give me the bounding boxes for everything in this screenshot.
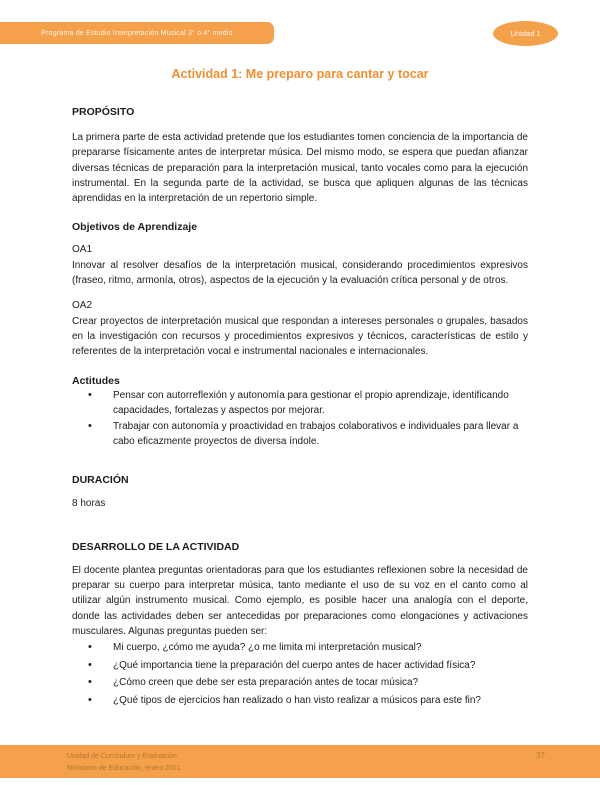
desarrollo-bullet-item: • Mi cuerpo, ¿cómo me ayuda? ¿o me limita mi interpretación musical?	[72, 639, 528, 657]
footer-line2: Ministerio de Educación, enero 2021	[67, 765, 181, 772]
oa2-text: Crear proyectos de interpretación musical que respondan a intereses personales o grupales, basados en la investigación con recursos y procedimientos expresivos y técnicos, características de estilo y referentes de la interpretación vocal e instrumental nacionales e internacionales.	[72, 315, 528, 358]
oa1-code: OA1	[72, 244, 93, 256]
desarrollo-bullet-item: • ¿Cómo creen que debe ser esta preparación antes de tocar música?	[72, 674, 528, 692]
footer-bar	[0, 745, 600, 778]
unit-badge-label: Unidad 1	[510, 29, 541, 38]
activity-title: Actividad 1: Me preparo para cantar y tocar	[171, 67, 429, 81]
actitudes-bullet-item: • Trabajar con autonomía y proactividad en trabajos colaborativos e individuales para llevar a cabo eficazmente proyectos de diversa índole.	[72, 419, 528, 450]
content-column	[72, 0, 528, 709]
program-title-label: Programa de Estudio Interpretación Musical 3° o 4° medio	[41, 29, 233, 37]
oa1-text: Innovar al resolver desafíos de la interpretación musical, considerando procedimientos expresivos (fraseo, ritmo, armonía, otros), aspectos de la ejecución y la evaluación crítica personal y de otros.	[72, 259, 528, 287]
page-number: 37	[536, 751, 545, 760]
desarrollo-bullet-list	[72, 639, 528, 709]
duracion-heading: DURACIÓN	[72, 473, 129, 486]
proposito-heading: PROPÓSITO	[72, 106, 135, 118]
footer-line1: Unidad de Currículum y Evaluación	[67, 753, 177, 760]
desarrollo-body: El docente plantea preguntas orientadoras para que los estudiantes reflexionen sobre la necesidad de preparar su cuerpo para interpretar música, tanto mediante el uso de su voz en el canto como al utilizar algún instrumento musical. Como ejemplo, es posible hacer una analogía con el deporte, donde las actividades deben ser antecedidas por preparaciones como elongaciones y activaciones musculares. Algunas preguntas pueden ser:	[72, 564, 528, 638]
proposito-body: La primera parte de esta actividad pretende que los estudiantes tomen conciencia de la importancia de prepararse físicamente antes de interpretar música. Del mismo modo, se espera que puedan afianzar diversas técnicas de preparación para la interpretación musical, tanto vocales como para la ejecución instrumental. En la segunda parte de la actividad, se busca que apliquen algunas de las técnicas aprendidas en la interpretación de un repertorio simple.	[72, 132, 528, 205]
footer-credits	[67, 751, 181, 775]
actitudes-heading: Actitudes	[72, 374, 120, 387]
desarrollo-heading: DESARROLLO DE LA ACTIVIDAD	[72, 540, 240, 553]
objetivos-heading: Objetivos de Aprendizaje	[72, 221, 198, 234]
actitudes-bullet-list	[72, 388, 528, 450]
desarrollo-bullet-item: • ¿Qué tipos de ejercicios han realizado o han visto realizar a músicos para este fin?	[72, 692, 528, 710]
actitudes-bullet-item: • Pensar con autorreflexión y autonomía para gestionar el propio aprendizaje, identificando capacidades, fortalezas y aspectos por mejorar.	[72, 388, 528, 419]
duracion-value: 8 horas	[72, 497, 106, 509]
desarrollo-bullet-item: • ¿Qué importancia tiene la preparación del cuerpo antes de hacer actividad física?	[72, 657, 528, 675]
oa2-code: OA2	[72, 300, 93, 312]
